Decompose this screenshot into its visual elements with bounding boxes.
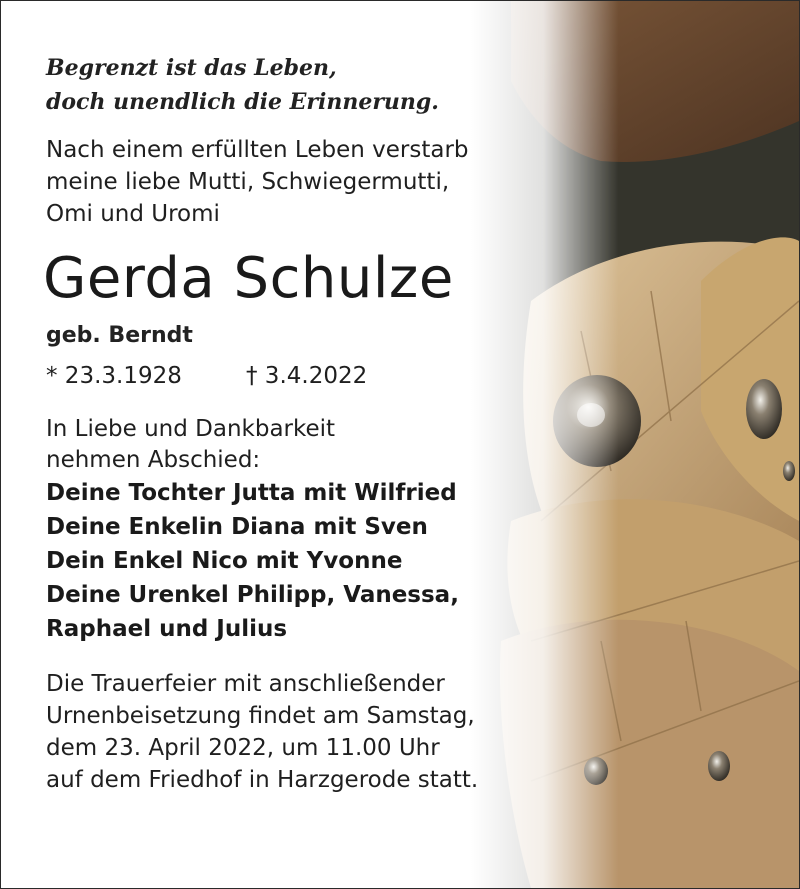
service-line: auf dem Friedhof in Harzgerode statt. — [46, 767, 479, 793]
birth-date: * 23.3.1928 — [46, 363, 182, 389]
funeral-service-text — [46, 668, 566, 796]
farewell-line: nehmen Abschied: — [46, 447, 261, 473]
obituary-text — [43, 51, 566, 796]
intro-line: Omi und Uromi — [46, 201, 220, 227]
motto-line: doch unendlich die Erinnerung. — [46, 89, 439, 115]
deceased-name: Gerda Schulze — [43, 246, 454, 311]
motto — [46, 51, 566, 119]
list-item: Deine Enkelin Diana mit Sven — [46, 514, 428, 540]
farewell-text — [46, 414, 566, 476]
intro-line: meine liebe Mutti, Schwiegermutti, — [46, 169, 450, 195]
intro-line: Nach einem erfüllten Leben verstarb — [46, 137, 469, 163]
mourners-list — [46, 476, 566, 646]
intro-text — [46, 134, 566, 230]
life-dates — [46, 360, 566, 392]
list-item: Raphael und Julius — [46, 616, 288, 642]
birth-name: geb. Berndt — [46, 323, 193, 348]
list-item: Deine Tochter Jutta mit Wilfried — [46, 480, 457, 506]
service-line: Urnenbeisetzung findet am Samstag, — [46, 703, 475, 729]
motto-line: Begrenzt ist das Leben, — [46, 55, 337, 81]
list-item: Deine Urenkel Philipp, Vanessa, — [46, 582, 459, 608]
service-line: dem 23. April 2022, um 11.00 Uhr — [46, 735, 440, 761]
service-line: Die Trauerfeier mit anschließender — [46, 671, 445, 697]
death-date: † 3.4.2022 — [246, 363, 368, 389]
list-item: Dein Enkel Nico mit Yvonne — [46, 548, 403, 574]
farewell-line: In Liebe und Dankbarkeit — [46, 416, 336, 442]
